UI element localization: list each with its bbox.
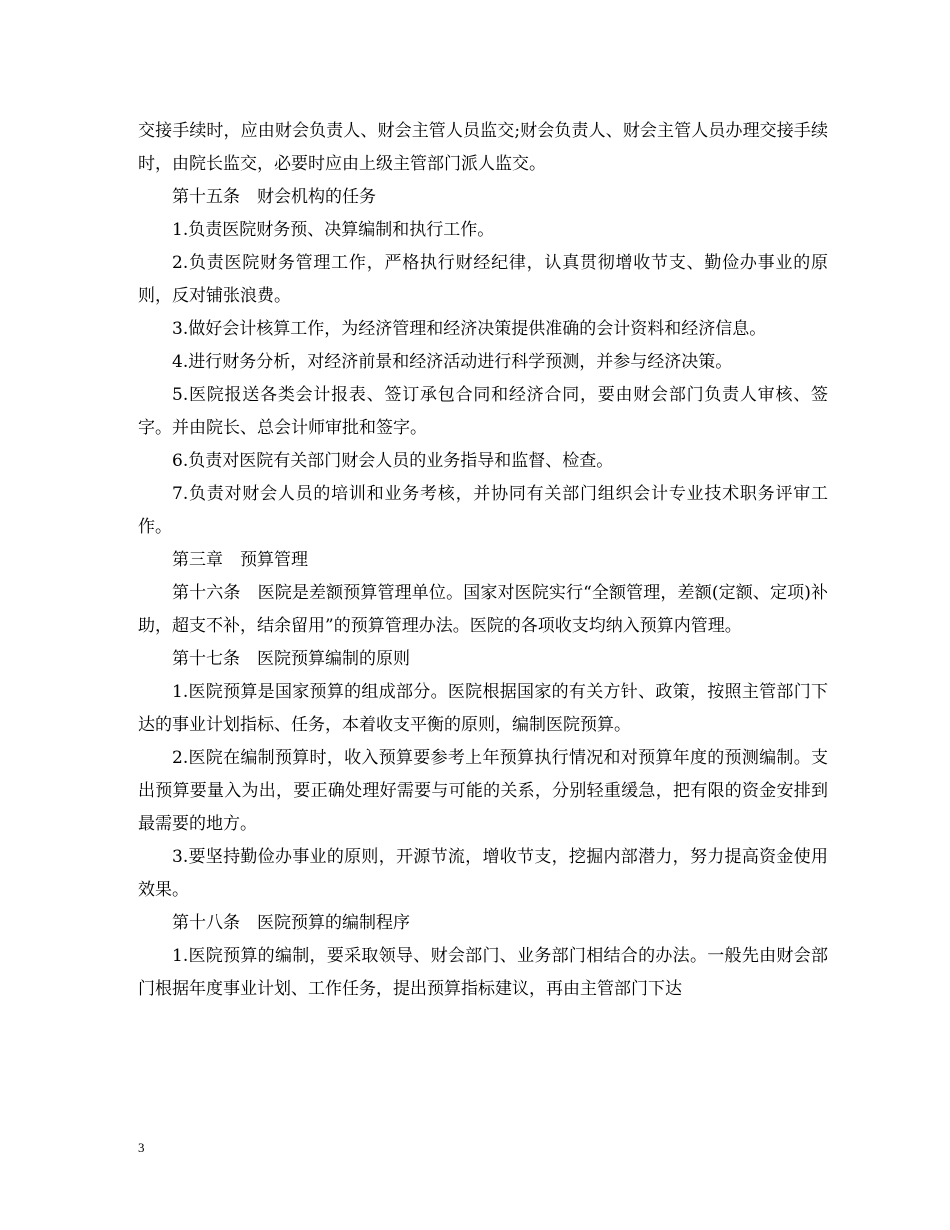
list-item: 2.负责医院财务管理工作，严格执行财经纪律，认真贯彻增收节支、勤俭办事业的原则，反对铺张浪费。 [138,253,828,306]
section-heading: 第十五条 财会机构的任务 [172,187,376,207]
list-item: 2.医院在编制预算时，收入预算要参考上年预算执行情况和对预算年度的预测编制。支出预算要量入为出，要正确处理好需要与可能的关系，分别轻重缓急，把有限的资金安排到最需要的地方。 [138,748,828,834]
list-item: 1.医院预算的编制，要采取领导、财会部门、业务部门相结合的办法。一般先由财会部门根据年度事业计划、工作任务，提出预算指标建议，再由主管部门下达 [138,946,828,999]
list-item: 3.要坚持勤俭办事业的原则，开源节流，增收节支，挖掘内部潜力，努力提高资金使用效果。 [138,847,828,900]
list-item: 1.医院预算是国家预算的组成部分。医院根据国家的有关方针、政策，按照主管部门下达的事业计划指标、任务，本着收支平衡的原则，编制医院预算。 [138,682,828,735]
list-item: 7.负责对财会人员的培训和业务考核，并协同有关部门组织会计专业技术职务评审工作。 [138,484,828,537]
page-number: 3 [138,1140,145,1155]
paragraph: 交接手续时，应由财会负责人、财会主管人员监交;财会负责人、财会主管人员办理交接手续时，由院长监交，必要时应由上级主管部门派人监交。 [138,121,828,174]
chapter-heading: 第三章 预算管理 [172,550,308,570]
list-item: 6.负责对医院有关部门财会人员的业务指导和监督、检查。 [172,451,614,471]
section-heading: 第十七条 医院预算编制的原则 [172,649,410,669]
article-paragraph: 第十六条 医院是差额预算管理单位。国家对医院实行“全额管理，差额(定额、定项)补助，超支不补，结余留用”的预算管理办法。医院的各项收支均纳入预算内管理。 [138,583,828,636]
section-heading: 第十八条 医院预算的编制程序 [172,913,410,933]
list-item: 3.做好会计核算工作，为经济管理和经济决策提供准确的会计资料和经济信息。 [172,319,767,339]
list-item: 4.进行财务分析，对经济前景和经济活动进行科学预测，并参与经济决策。 [172,352,733,372]
list-item: 1.负责医院财务预、决算编制和执行工作。 [172,220,495,240]
list-item: 5.医院报送各类会计报表、签订承包合同和经济合同，要由财会部门负责人审核、签字。并由院长、总会计师审批和签字。 [138,385,828,438]
document-body [138,115,828,1006]
